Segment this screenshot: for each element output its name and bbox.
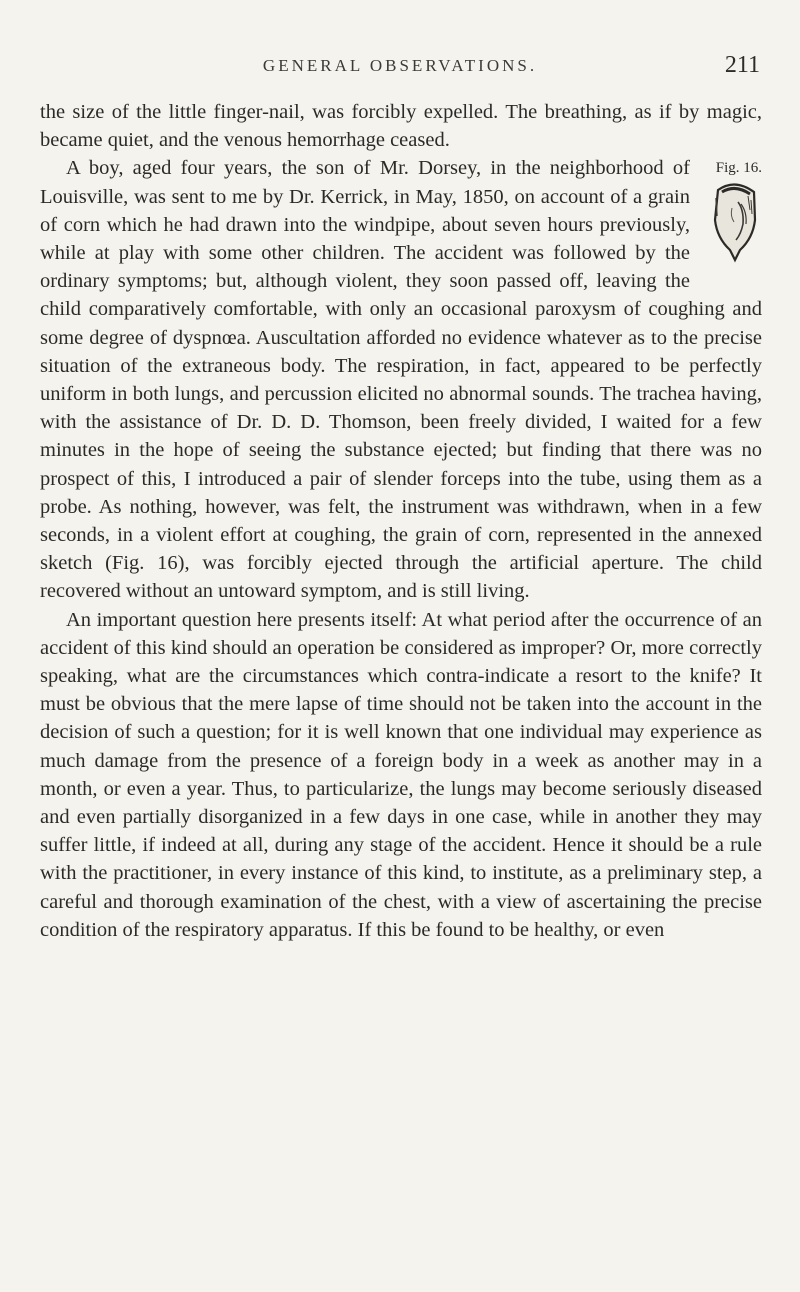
- paragraph-important-question: An important question here presents itself: At what period after the occurrence of an accident of this kind should an operation be considered as improper? Or, more correctly speaking, what are the circumstances which contra-indicate a resort to the knife? It must be obvious that the mere lapse of time should not be taken into the account in the decision of such a question; for it is well known that one individual may experience as much damage from the presence of a foreign body in a week as another may in a month, or even a year. Thus, to particularize, the lungs may become seriously diseased and even partially disorganized in a few days in one case, while in another they may suffer little, if indeed at all, during any stage of the accident. Hence it should be a rule with the practitioner, in every instance of this kind, to institute, as a preliminary step, a careful and thorough examination of the chest, with a view of ascertaining the precise condition of the respiratory apparatus. If this be found to be healthy, or even: [40, 608, 762, 941]
- figure-16: [700, 154, 762, 286]
- page-number: 211: [724, 52, 760, 78]
- running-head: [40, 52, 760, 86]
- paragraph-dorsey-case: A boy, aged four years, the son of Mr. Dorsey, in the neighborhood of Louisville, was sent to me by Dr. Kerrick, in May, 1850, on account of a grain of corn which he had drawn into the windpipe, about seven hours previously, while at play with some other children. The accident was followed by the ordinary symptoms; but, although violent, they soon passed off, leaving the child comparatively comfortable, with only an occasional paroxysm of coughing and some degree of dyspnœa. Auscultation afforded no evidence whatever as to the precise situation of the extraneous body. The respiration, in fact, appeared to be perfectly uniform in both lungs, and percussion elicited no abnormal sounds. The trachea having, with the assistance of Dr. D. D. Thomson, been freely divided, I waited for a few minutes in the hope of seeing the substance ejected; but finding that there was no prospect of this, I introduced a pair of slender forceps into the tube, using them as a probe. As nothing, however, was felt, the instrument was withdrawn, when in a few seconds, in a violent effort at coughing, the grain of corn, represented in the annexed sketch (Fig. 16), was forcibly ejected through the artificial aperture. The child recovered without an untoward symptom, and is still living.: [40, 157, 762, 603]
- grain-of-corn-icon: [710, 180, 760, 264]
- running-title: GENERAL OBSERVATIONS.: [262, 56, 538, 75]
- figure-label: Fig. 16.: [715, 160, 762, 177]
- paragraph-continuation: the size of the little finger-nail, was forcibly expelled. The breathing, as if by magic, became quiet, and the venous hemorrhage ceased.: [40, 101, 762, 152]
- body-text: [40, 98, 762, 944]
